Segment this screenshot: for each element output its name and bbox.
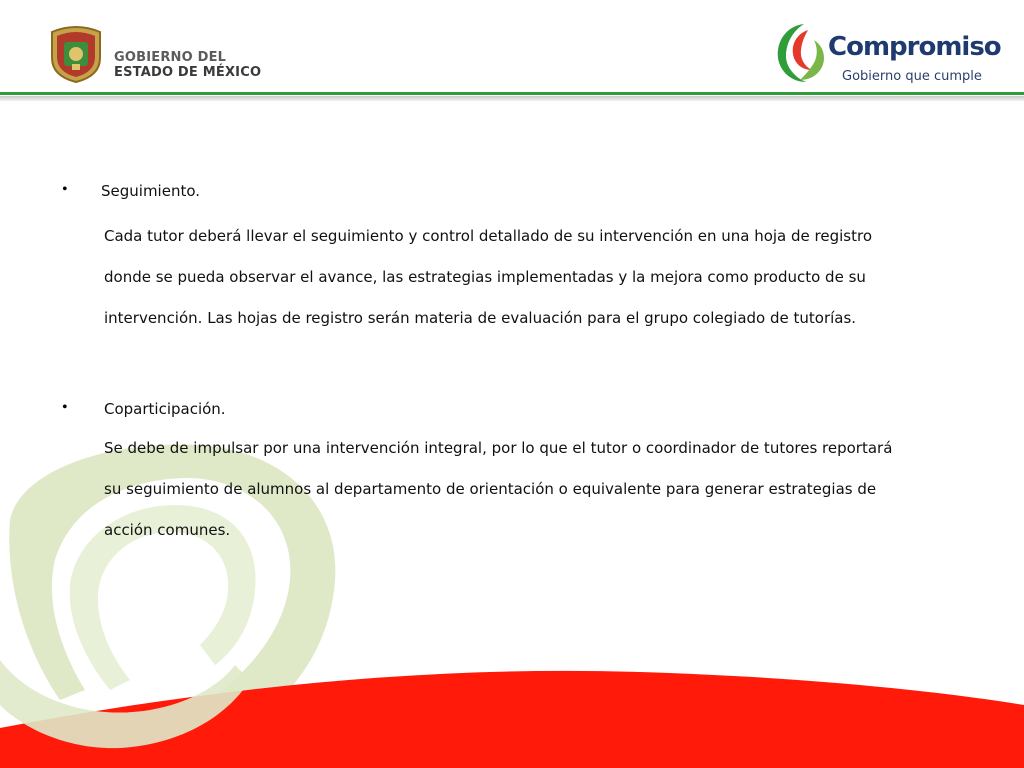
section-title-seguimiento: Seguimiento. [101,182,201,200]
brand-name: Compromiso [828,32,1001,62]
body-line: Se debe de impulsar por una intervención integral, por lo que el tutor o coordinador de tutores reportará [104,439,893,457]
section-body-seguimiento [104,216,872,339]
gov-line-1: GOBIERNO DEL [114,50,227,65]
section-body-coparticipacion [104,428,892,551]
body-line: donde se pueda observar el avance, las estrategias implementadas y la mejora como producto de su [104,268,866,286]
bullet-2: • [62,399,68,416]
body-line: acción comunes. [104,521,231,539]
body-line: su seguimiento de alumnos al departamento de orientación o equivalente para generar estrategias de [104,480,877,498]
brand-tagline: Gobierno que cumple [842,69,982,84]
body-line: Cada tutor deberá llevar el seguimiento y control detallado de su intervención en una hoja de registro [104,227,873,245]
body-line: intervención. Las hojas de registro serán materia de evaluación para el grupo colegiado de tutorías. [104,309,857,327]
gov-line-2: ESTADO DE MÉXICO [114,65,262,80]
section-title-coparticipacion: Coparticipación. [104,400,226,418]
bullet-1: • [62,181,68,198]
